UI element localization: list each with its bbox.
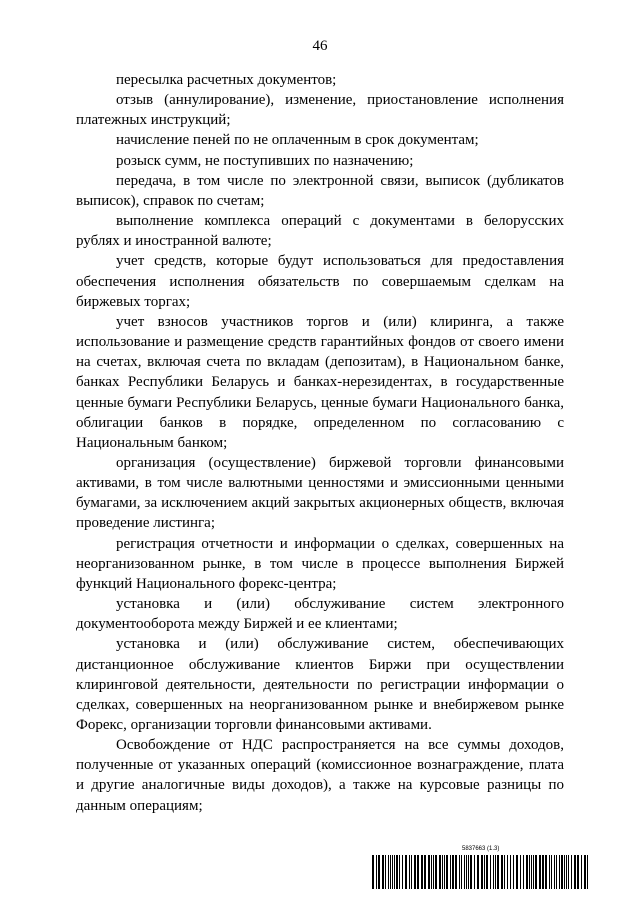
list-item: выполнение комплекса операций с документами в белорусских рублях и иностранной валюте; [76, 213, 564, 250]
document-body [76, 70, 564, 816]
list-item: учет взносов участников торгов и (или) клиринга, а также использование и размещение средств гарантийных фондов от своего имени на счетах, включая счета по вкладам (депозитам), в Национальном банке, банках Республики Беларусь и банках-нерезидентах, в государственные ценные бумаги Республики Беларусь, ценные бумаги Национального банка, облигации банков в порядке, определенном по согласованию с Национальным банком; [76, 313, 564, 451]
list-item: пересылка расчетных документов; [116, 72, 337, 88]
list-item: учет средств, которые будут использоваться для предоставления обеспечения исполнения обязательств по совершаемым сделкам на биржевых торгах; [76, 253, 564, 310]
list-item: регистрация отчетности и информации о сделках, совершенных на неорганизованном рынке, в том числе в процессе выполнения Биржей функций Национального форекс-центра; [76, 535, 564, 592]
list-item: начисление пеней по не оплаченным в срок документам; [116, 132, 479, 149]
list-item: передача, в том числе по электронной связи, выписок (дубликатов выписок), справок по счетам; [76, 172, 564, 209]
page-number: 46 [312, 38, 328, 54]
barcode-graphic [372, 855, 590, 889]
list-item: розыск сумм, не поступивших по назначению; [116, 152, 414, 169]
list-item: установка и (или) обслуживание систем, обеспечивающих дистанционное обслуживание клиентов Биржи при осуществлении клиринговой деятельности, деятельности по регистрации информации о сделках, совершенных на неорганизованном рынке и внебиржевом рынке Форекс, организации торговли финансовыми активами. [76, 636, 564, 733]
list-item: организация (осуществление) биржевой торговли финансовыми активами, в том числе валютными ценностями и эмиссионными ценными бумагами, за исключением акций закрытых акционерных обществ, включая проведение листинга; [76, 454, 564, 532]
list-item: установка и (или) обслуживание систем электронного документооборота между Биржей и ее клиентами; [76, 596, 564, 633]
barcode-label: 5837663 (1.3) [462, 846, 500, 852]
closing-paragraph: Освобождение от НДС распространяется на все суммы доходов, полученные от указанных операций (комиссионное вознаграждение, плата и другие аналогичные виды доходов), а также на курсовые разницы по данным операциям; [76, 737, 564, 814]
list-item: отзыв (аннулирование), изменение, приостановление исполнения платежных инструкций; [76, 92, 564, 129]
